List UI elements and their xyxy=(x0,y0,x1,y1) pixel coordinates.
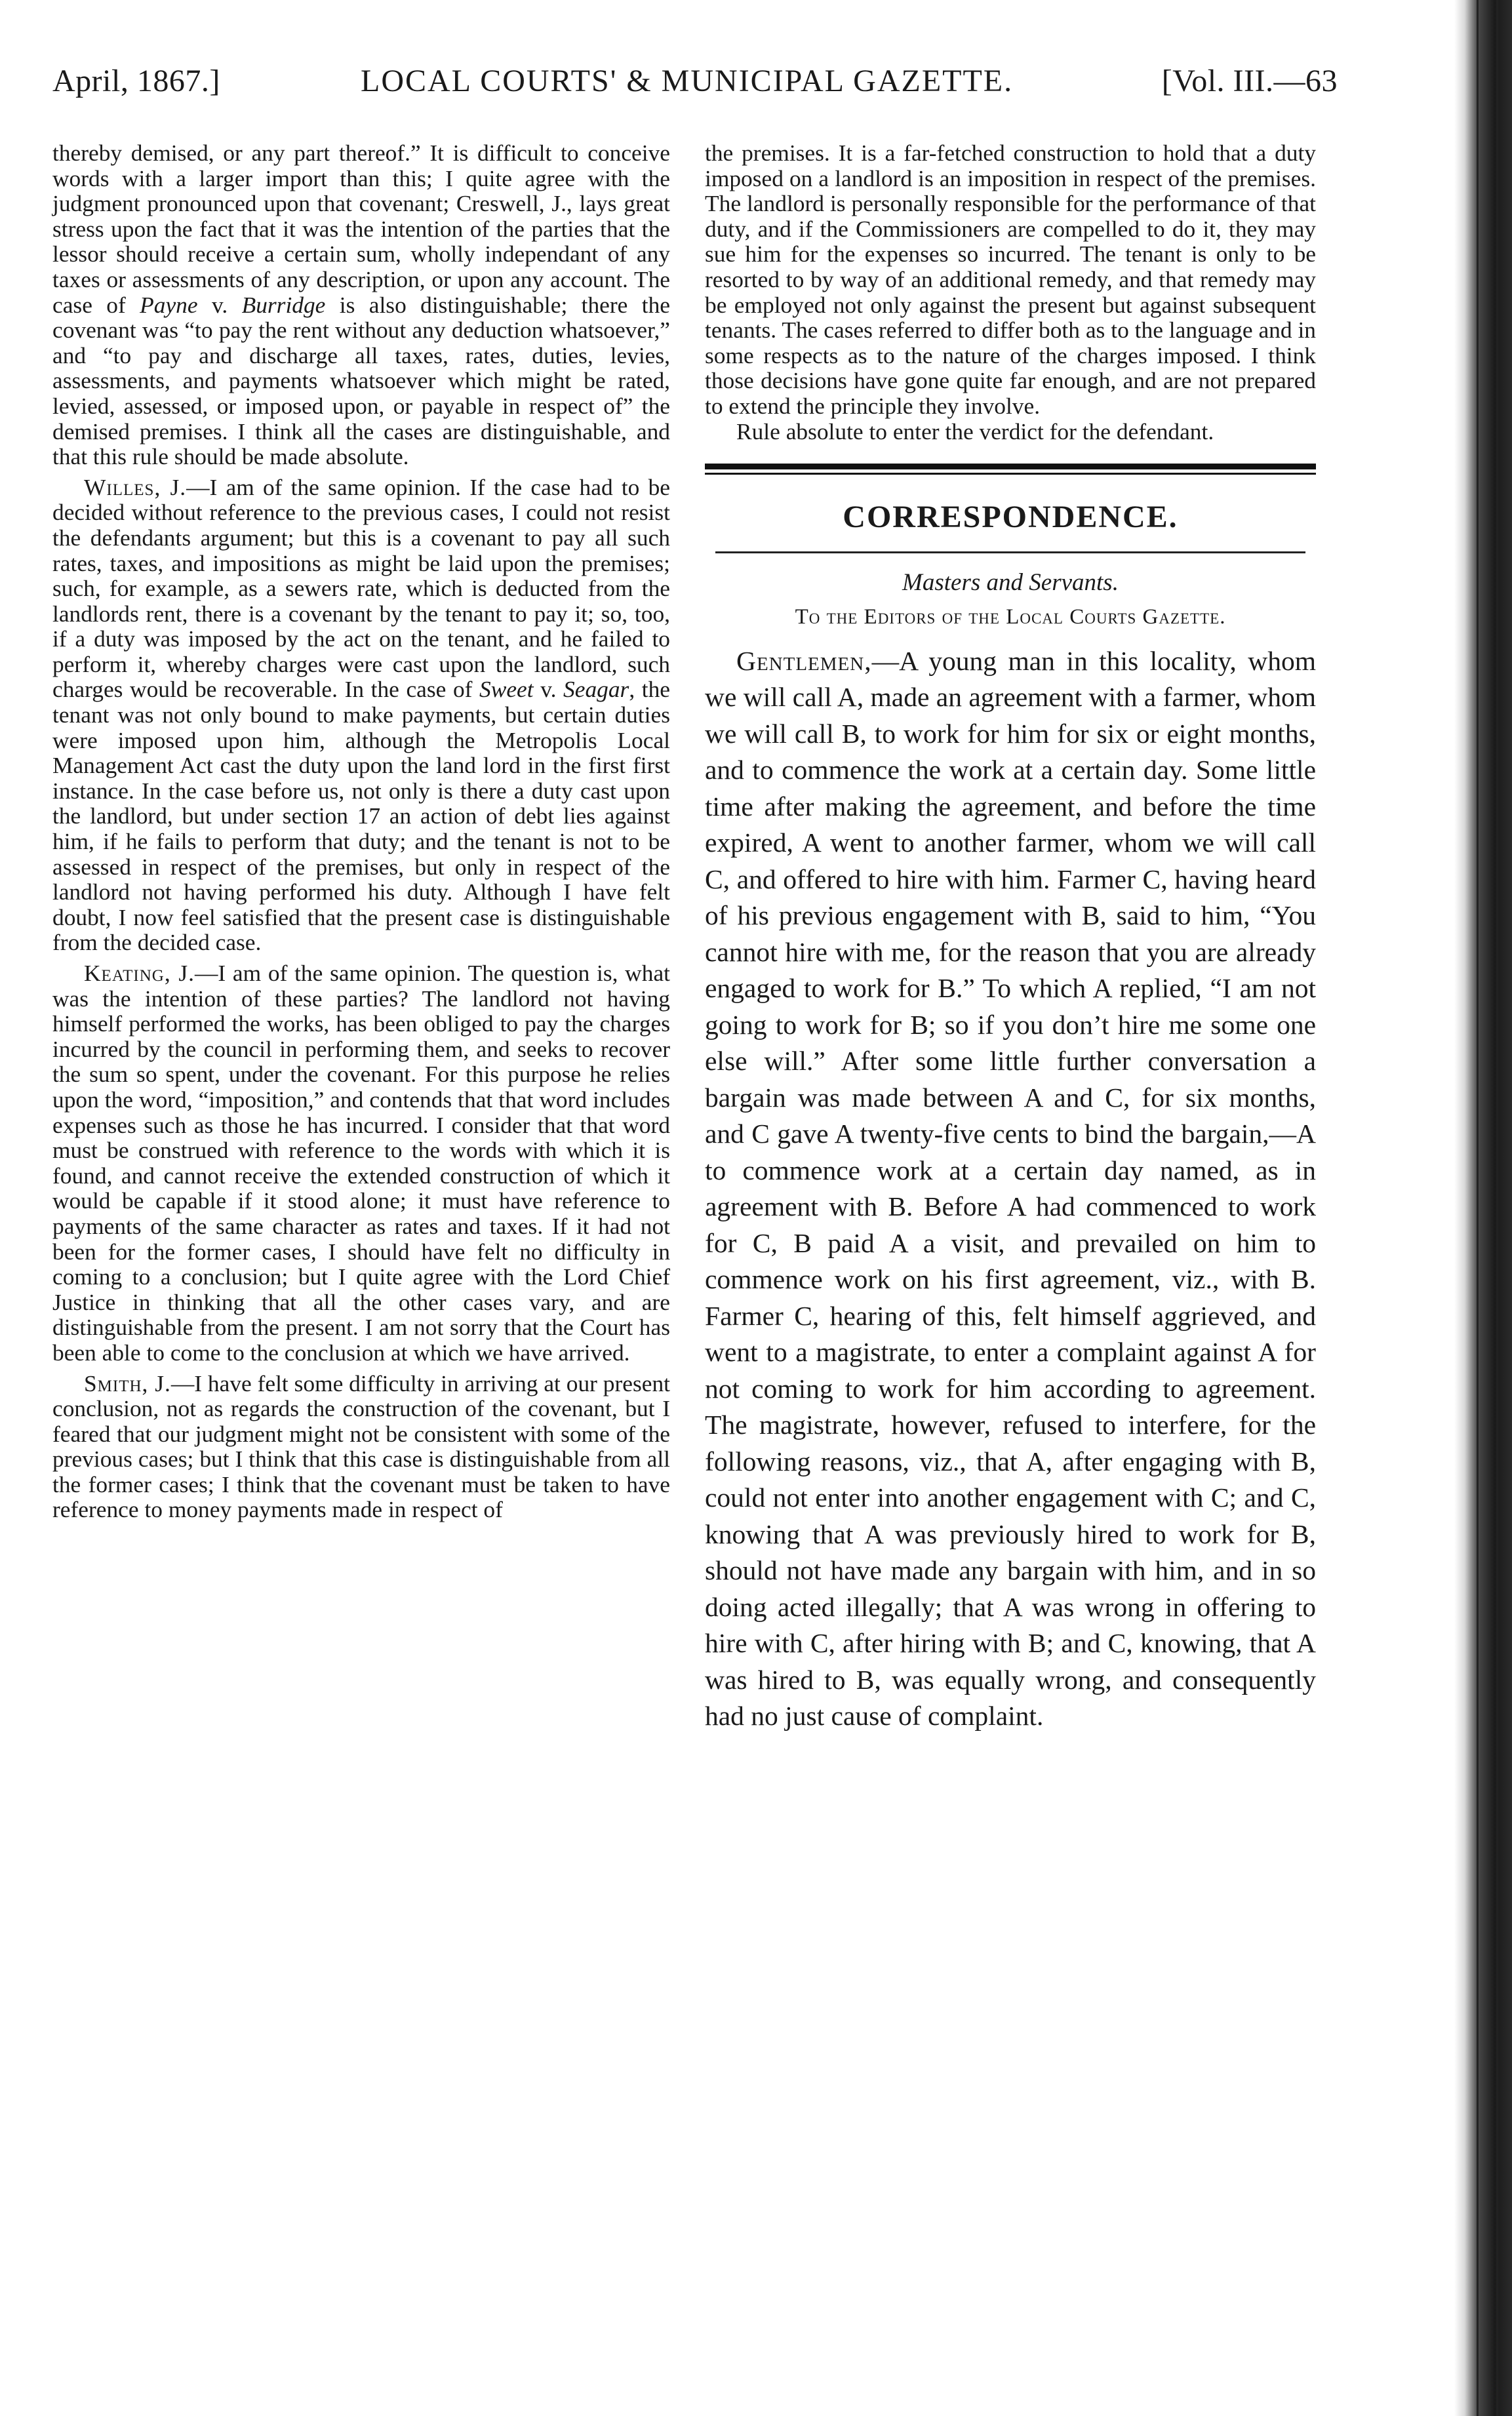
paragraph-smith: Smith, J.—I have felt some difficulty in arriving at our present conclusion, not as regards the construction of the covenant, but I feared that our judgment might not be consistent with some of the previous cases; but I think that this case is distinguishable from all the former cases; I think that the covenant must be taken to have reference to money payments made in respect of xyxy=(52,1370,670,1523)
binding-line xyxy=(1496,0,1498,2416)
salutation: Gentlemen, xyxy=(736,645,872,676)
case-name: Seagar xyxy=(563,676,629,703)
book-binding-edge xyxy=(1454,0,1512,2416)
header-date: April, 1867.] xyxy=(52,64,220,98)
letter-addressee: To the Editors of the Local Courts Gazette. xyxy=(795,605,1226,629)
left-column xyxy=(52,140,670,1522)
header-volume: [Vol. III.—63 xyxy=(1161,64,1338,98)
section-title: CORRESPONDENCE. xyxy=(843,500,1178,535)
judge-name: Willes, J. xyxy=(84,473,187,500)
case-name: Sweet xyxy=(479,676,534,703)
judge-name: Smith, J. xyxy=(84,1370,171,1396)
divider xyxy=(715,551,1305,553)
paragraph-keating: Keating, J.—I am of the same opinion. The question is, what was the intention of these parties? The landlord not having himself performed the works, has been obliged to pay the charges incurred by the council in performing them, and seeks to recover the sum so spent, under the covenant. For this purpose he relies upon the word, “imposition,” and contends that that word includes expenses such as those he has incurred. I consider that that word must be construed with reference to the words with which it is found, and cannot receive the extended construction of which it would be capable if it stood alone; it must have reference to payments of the same character as rates and taxes. If it had not been for the former cases, I should have felt no difficulty in coming to a conclusion; but I quite agree with the Lord Chief Justice in thinking that all the other cases vary, and are distinguishable from the present. I am not sorry that the Court has been able to come to the conclusion at which we have arrived. xyxy=(52,960,670,1366)
case-name: Payne xyxy=(140,291,198,318)
paragraph-willes: Willes, J.—I am of the same opinion. If the case had to be decided without reference to the previous cases, I could not resist the defendants argument; but this is a covenant to pay all such rates, taxes, and impositions as might be laid upon the premises; such, for example, as a sewers rate, which is deducted from the landlords rent, there is a covenant by the tenant to pay it; so, too, if a duty was imposed by the act on the tenant, and he failed to perform it, whereby charges were cast upon the landlord, such charges would be recoverable. In the case of Sweet v. Seagar, the tenant was not only bound to make payments, but certain duties were imposed upon him, although the Metropolis Local Management Act cast the duty upon the land lord in the first first instance. In the case before us, not only is there a duty cast upon the landlord, but under section 17 an action of debt lies against him, if he fails to perform that duty; and the tenant is not to be assessed in respect of the premises, but only in respect of the landlord not having performed his duty. Although I have felt doubt, I now feel satisfied that the present case is distinguishable from the decided case. xyxy=(52,473,670,956)
judge-name: Keating, J. xyxy=(84,960,195,986)
letter-subtitle: Masters and Servants. xyxy=(902,568,1119,596)
letter-body: Gentlemen,—A young man in this locality, whom we will call A, made an agreement with a farmer, whom we will call B, to work for him for six or eight months, and to commence the work at a certain day. Some little time after making the agreement, and before the time expired, A went to another farmer, whom we will call C, and offered to hire with him. Farmer C, having heard of his previous engagement with B, said to him, “You cannot hire with me, for the reason that you are already engaged to work for B.” To which A replied, “I am not going to work for B; so if you don’t hire me some one else will.” After some little further conversation a bargain was made between A and C, for six months, and C gave A twenty-five cents to bind the bargain,—A to commence work at a certain day named, as in agreement with B. Before A had commenced to work for C, B paid A a visit, and prevailed on him to commence work on his first agreement, viz., with B. Farmer C, hearing of this, felt himself aggrieved, and went to a magistrate, to enter a complaint against A for not coming to work for him according to agreement. The magistrate, however, refused to interfere, for the following reasons, viz., that A, after engaging with B, could not enter into another engagement with C; and C, knowing that A was previously hired to work for B, should not have made any bargain with him, and in so doing acted illegally; that A was wrong in offering to hire with C, after hiring with B; and C, knowing, that A was hired to B, was equally wrong, and consequently had no just cause of complaint. xyxy=(705,645,1316,1732)
right-column xyxy=(705,140,1316,1735)
paragraph: the premises. It is a far-fetched construction to hold that a duty imposed on a landlord is an imposition in respect of the premises. The landlord is personally responsible for the performance of that duty, and if the Commissioners are compelled to do it, they may sue him for the expenses so incurred. The tenant is only to be resorted to by way of an additional remedy, and that remedy may be employed not only against the present but against subsequent tenants. The cases referred to differ both as to the language and in some respects as to the nature of the charges imposed. I think those decisions have gone quite far enough, and are not prepared to extend the principle they involve. xyxy=(705,140,1316,419)
running-header xyxy=(52,63,1338,109)
binding-line xyxy=(1477,0,1479,2416)
verdict-line: Rule absolute to enter the verdict for the defendant. xyxy=(736,418,1214,445)
header-title: LOCAL COURTS' & MUNICIPAL GAZETTE. xyxy=(361,64,1014,98)
case-name: Burridge xyxy=(241,291,326,318)
paragraph: thereby demised, or any part thereof.” It is difficult to conceive words with a larger import than this; I quite agree with the judgment pronounced upon that covenant; Creswell, J., lays great stress upon the fact that it was the intention of the parties that the lessor should receive a certain sum, wholly independant of any taxes or assessments of any description, or upon any account. The case of Payne v. Burridge is also distinguishable; there the covenant was “to pay the rent without any deduction whatsoever,” and “to pay and discharge all taxes, rates, duties, levies, assessments, and payments whatsoever which might be rated, levied, assessed, or imposed upon, or payable in respect of” the demised premises. I think all the cases are distinguishable, and that this rule should be made absolute. xyxy=(52,140,670,470)
section-divider xyxy=(705,464,1316,475)
